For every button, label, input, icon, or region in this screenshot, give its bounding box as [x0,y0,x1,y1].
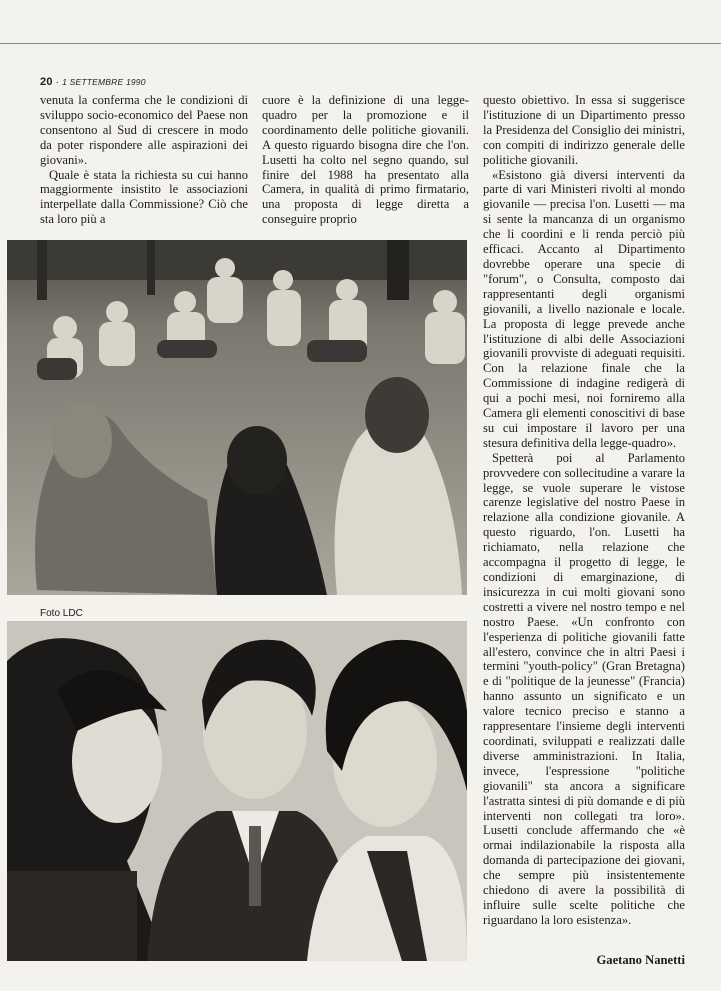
paragraph: cuore è la definizione di una legge-quadro per la promozione e il coordinamento delle politiche giovanili. A questo riguardo bisogna dire che l'on. Lusetti ha colto nel segno quando, sul finire del 1988 ha presentato alla Camera, in qualità di primo firmatario, una proposta di legge diretta a conseguire proprio [262,93,469,227]
top-rule [0,43,721,44]
issue-date: 1 SETTEMBRE 1990 [62,77,146,87]
paragraph: «Esistono già diversi interventi da parte di vari Ministeri rivolti al mondo giovanile — precisa l'on. Lusetti — ma si sente la mancanza di un organismo che li coordini e li renda perciò più efficaci. Accanto al Dipartimento dovrebbe operare una specie di "forum", o Consulta, composto dai rappresentanti degli organismi giovanili, a livello nazionale e locale. La proposta di legge prevede anche l'istituzione di albi delle Associazioni giovanili provviste di adeguati requisiti. Con la relazione finale che la Commissione di indagine redigerà di qui a pochi mesi, noi forniremo alla Camera gli elementi conoscitivi di base su cui impostare il lavoro per una stesura definitiva della legge-quadro». [483,167,685,450]
paragraph: Spetterà poi al Parlamento provvedere con sollecitudine a varare la legge, se vuole superare le vistose carenze legislative del nostro Paese in relazione alla condizione giovanile. A questo riguardo, l'on. Lusetti ha richiamato, nella relazione che accompagna il progetto di legge, le condizioni di emarginazione, di insicurezza in cui molti giovani sono costretti a vivere nel nostro tempo e nel nostro Paese. «Un confronto con l'esperienza di politiche giovanili fatte all'estero, convince che in altri Paesi i termini "youth-policy" (Gran Bretagna) e di "politique de la jeunesse" (Francia) hanno assunto un significato e un valore tecnico preciso e stanno a rappresentare l'insieme degli interventi coordinati, sviluppati e realizzati dalle diverse amministrazioni. In Italia, invece, l'espressione "politiche giovanili" sta ancora a significare l'astratta sintesi di più domande e di più interventi non collegati tra loro». Lusetti conclude affermando che «è ormai indilazionabile la risposta alla domanda di partecipazione dei giovani, che sempre più insistentemente chiedono di avere la possibilità di influire sulle scelte politiche che riguardano la loro esistenza». [483,450,685,927]
page-header [40,76,146,88]
article-column-1 [40,93,248,227]
photo-youth-circle [7,240,467,595]
paragraph: questo obiettivo. In essa si suggerisce l'istituzione di un Dipartimento presso la Presidenza del Consiglio dei ministri, con compiti di indirizzo generale delle politiche giovanili. [483,93,685,167]
photo-three-young-men-image [7,621,467,961]
photo-credit: Foto LDC [40,608,83,619]
page-number: 20 [40,76,53,88]
article-column-2 [262,93,469,227]
photo-youth-circle-image [7,240,467,595]
photo-three-young-men [7,621,467,961]
header-separator: · [55,77,63,88]
author-signature: Gaetano Nanetti [596,953,685,967]
paragraph: Quale è stata la richiesta su cui hanno maggiormente insistito le associazioni interpellate dalla Commissione? Ciò che sta loro più a [40,167,248,227]
paragraph: venuta la conferma che le condizioni di sviluppo socio-economico del Paese non consentono al Sud di crescere in modo da poter rispondere alle aspirazioni dei giovani». [40,93,248,167]
article-column-3 [483,93,685,928]
